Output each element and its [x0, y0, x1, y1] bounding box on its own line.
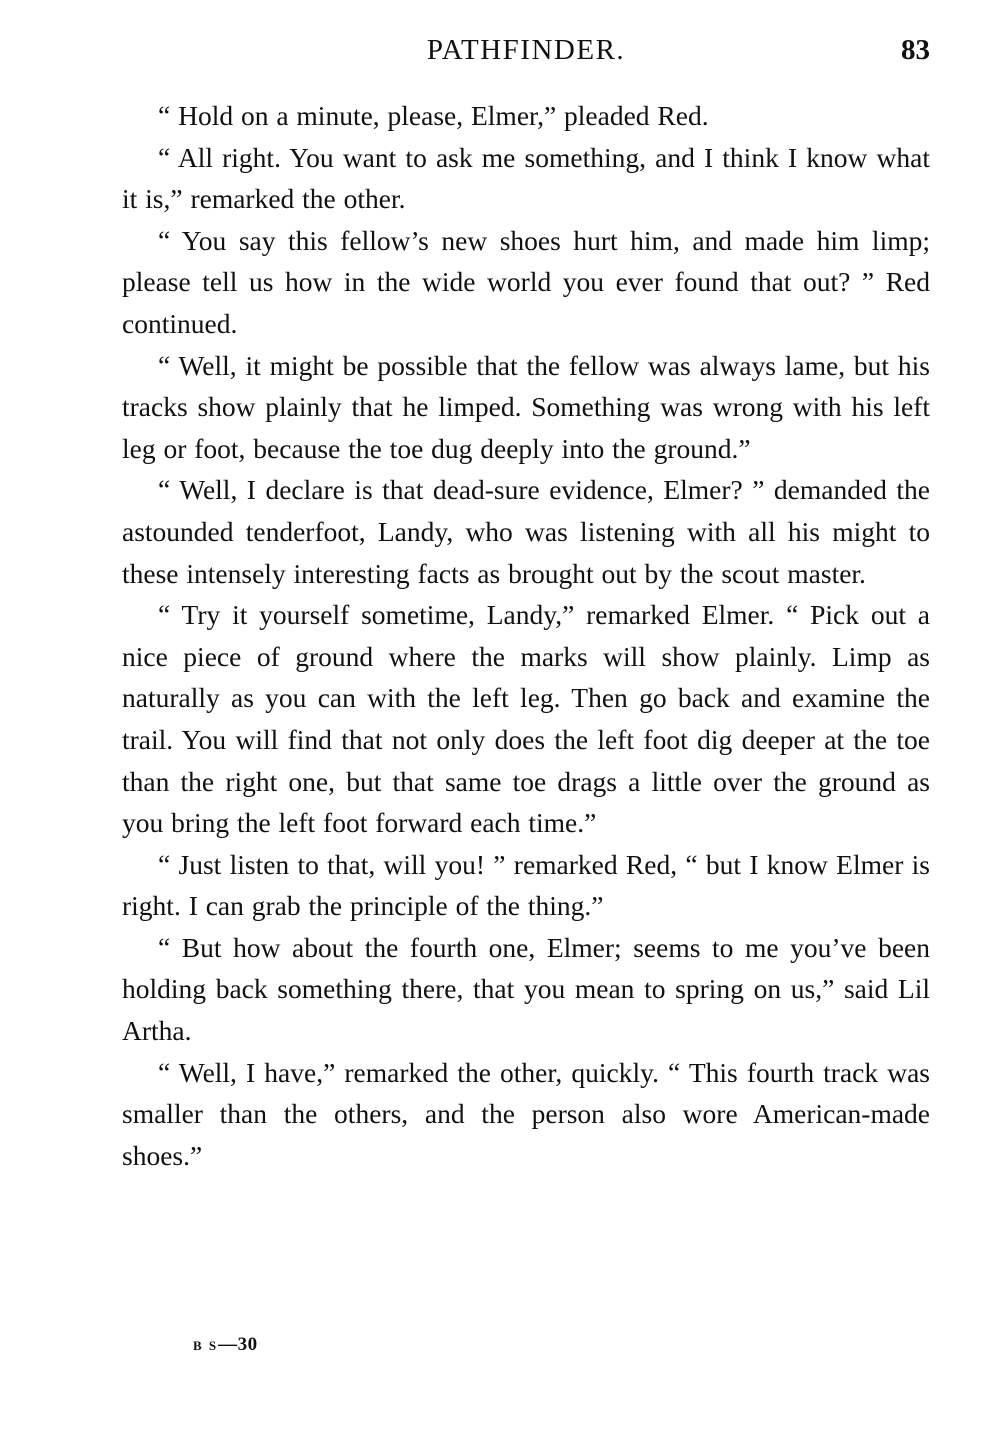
signature-prefix: B S	[193, 1338, 219, 1353]
running-head	[122, 30, 930, 70]
signature-number: —30	[218, 1334, 258, 1355]
paragraph: “ All right. You want to ask me something, and I think I know what it is,” remarked the other.	[122, 141, 930, 215]
paragraph: “ Well, I declare is that dead-sure evidence, Elmer? ” demanded the astounded tenderfoot, Landy, who was listening with all his might to these intensely interesting facts as brought out by the scout master.	[122, 474, 930, 589]
paragraph: “ Hold on a minute, please, Elmer,” pleaded Red.	[158, 100, 709, 131]
paragraph: “ Well, it might be possible that the fellow was always lame, but his tracks show plainly that he limped. Something was wrong with his left leg or foot, because the toe dug deeply into the ground.”	[122, 349, 930, 464]
paragraph: “ But how about the fourth one, Elmer; seems to me you’ve been holding back something there, that you mean to spring on us,” said Lil Artha.	[122, 931, 930, 1047]
paragraph: “ Just listen to that, will you! ” remarked Red, “ but I know Elmer is right. I can grab the principle of the thing.”	[122, 848, 930, 922]
page-number: 83	[901, 34, 930, 66]
running-title: PATHFINDER.	[426, 34, 626, 66]
paragraph: “ Well, I have,” remarked the other, quickly. “ This fourth track was smaller than the others, and the person also wore American-made shoes.”	[122, 1056, 930, 1171]
paragraph: “ You say this fellow’s new shoes hurt him, and made him limp; please tell us how in the wide world you ever found that out? ” Red continued.	[122, 224, 930, 339]
body-text	[122, 95, 930, 1176]
printer-signature-mark	[193, 1333, 258, 1358]
paragraph: “ Try it yourself sometime, Landy,” remarked Elmer. “ Pick out a nice piece of ground where the marks will show plainly. Limp as naturally as you can with the left leg. Then go back and examine the trail. You will find that not only does the left foot dig deeper at the toe than the right one, but that same toe drags a little over the ground as you bring the left foot forward each time.”	[122, 599, 930, 839]
